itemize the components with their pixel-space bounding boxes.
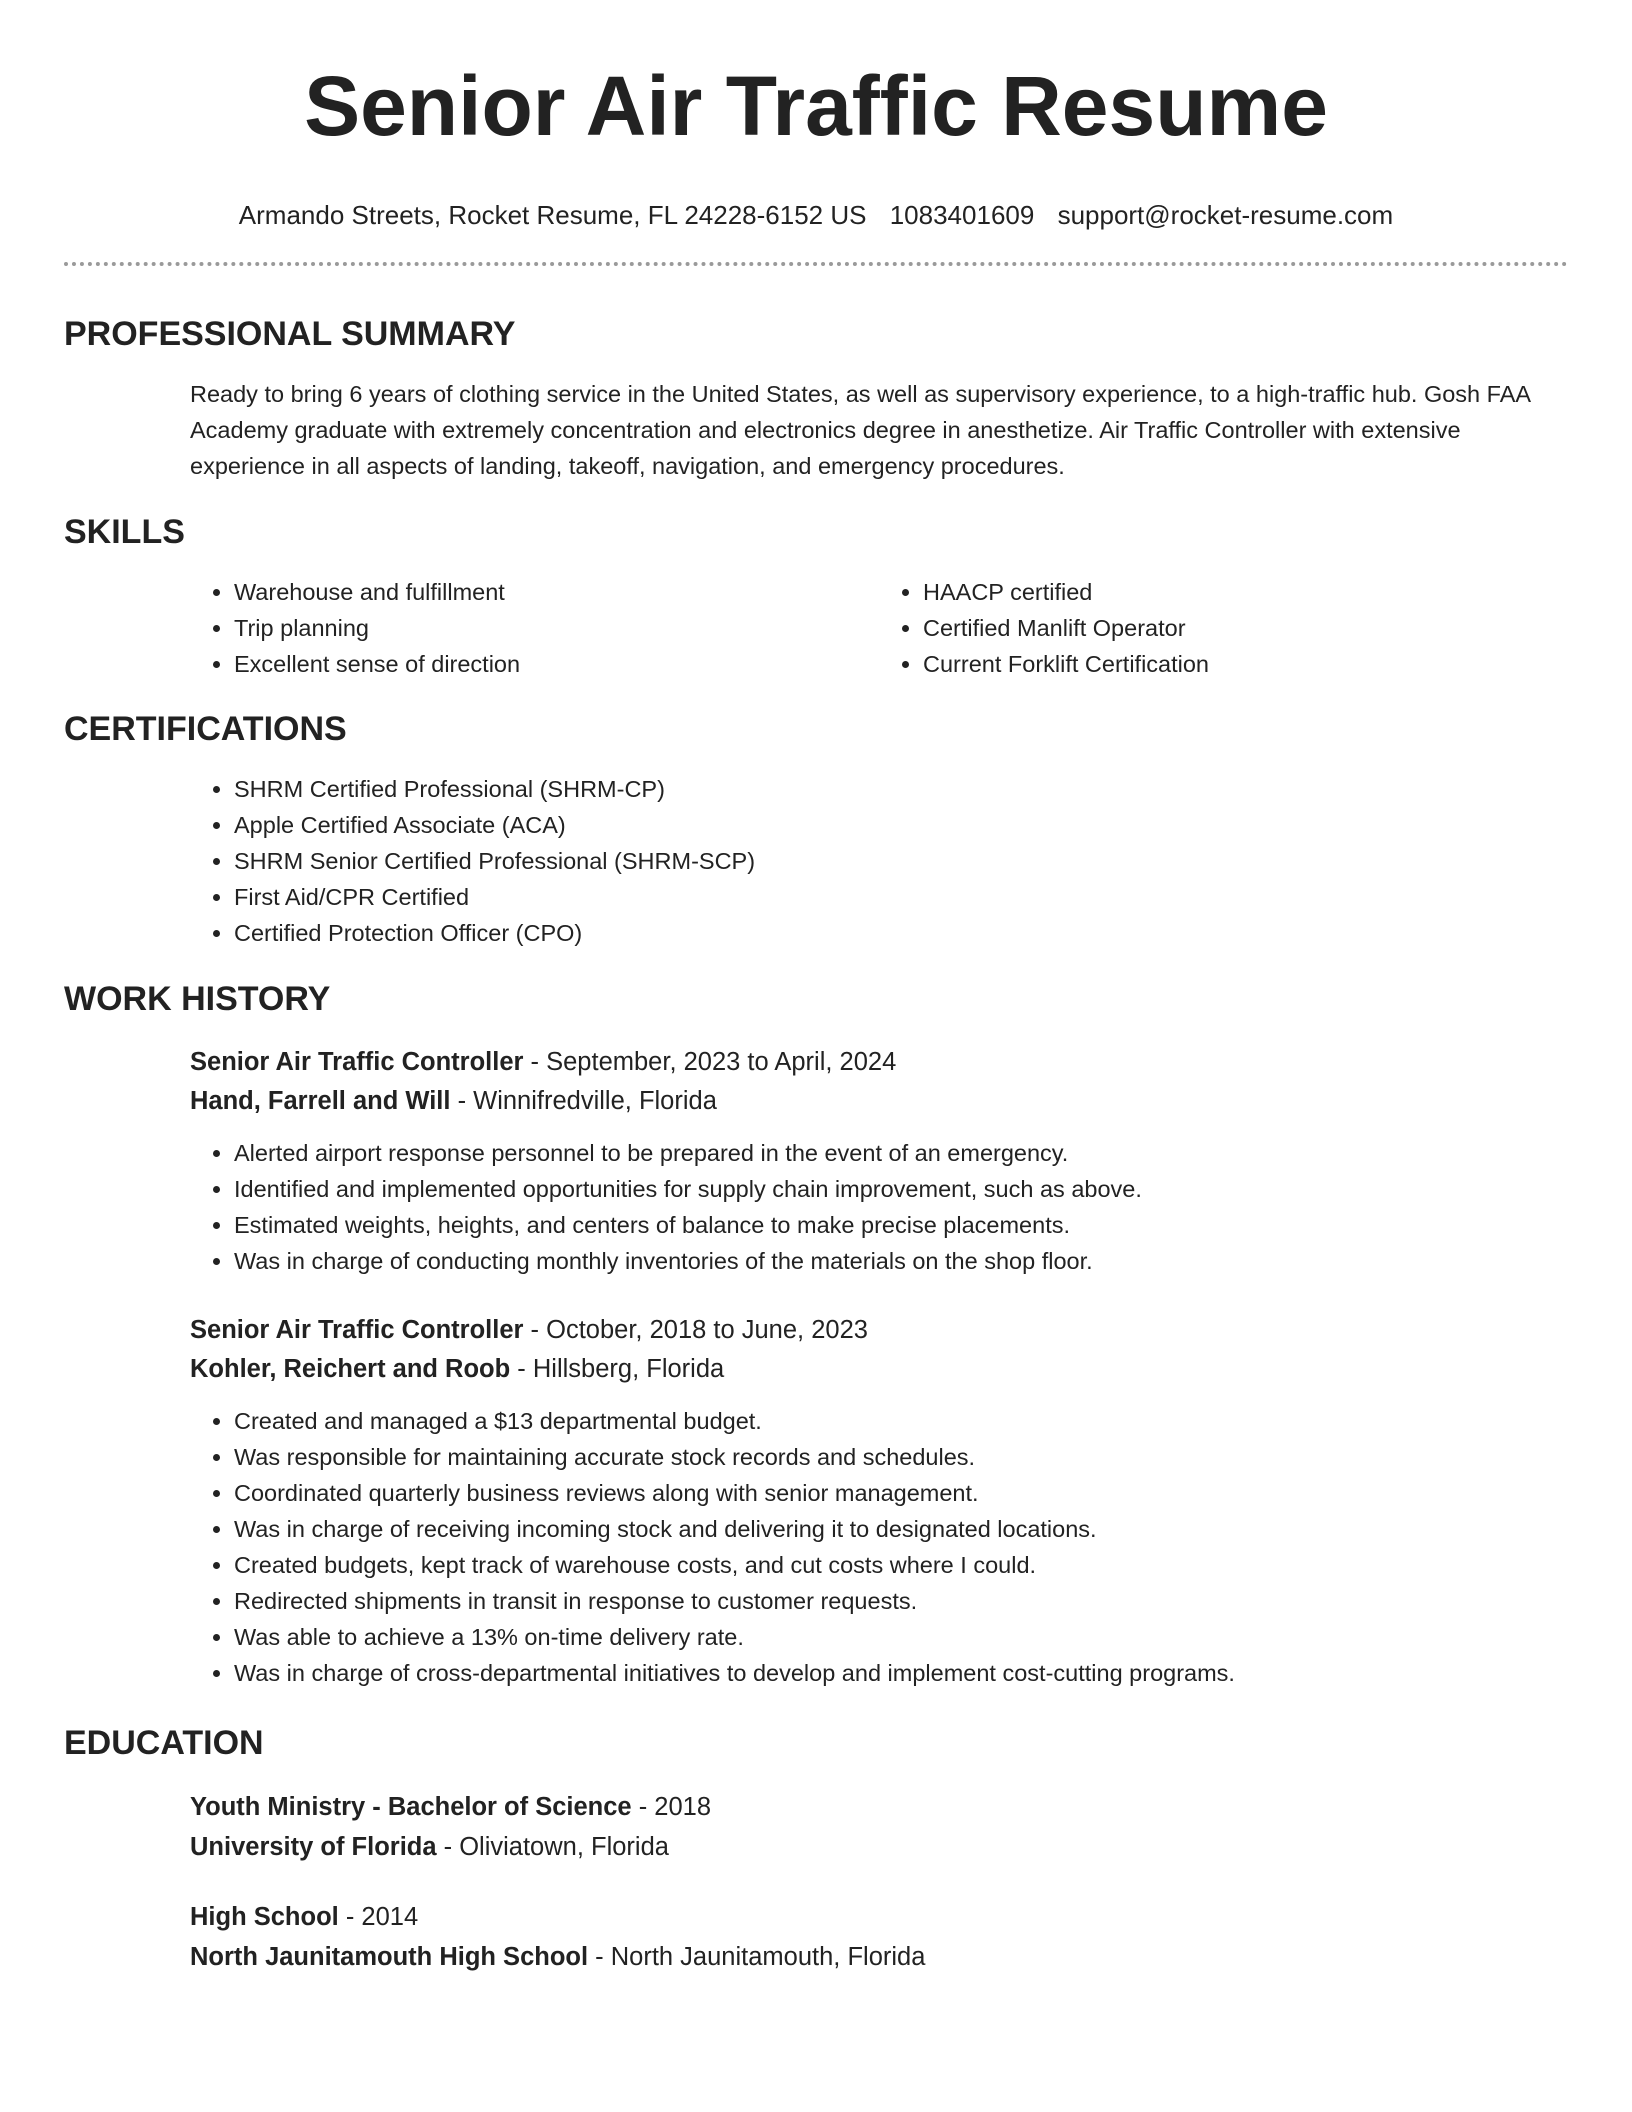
skill-item: • Trip planning xyxy=(234,610,879,646)
skills-columns xyxy=(190,574,1568,682)
work-history-body xyxy=(190,1043,1568,1691)
education-school: University of Florida xyxy=(190,1833,437,1861)
work-history-section xyxy=(64,979,1568,1691)
job-entry xyxy=(190,1311,1568,1691)
resume-page xyxy=(64,0,1568,1977)
header-divider xyxy=(64,262,1568,266)
section-heading: CERTIFICATIONS xyxy=(64,710,347,748)
skill-item: • Current Forklift Certification xyxy=(923,646,1568,682)
certification-item: • Certified Protection Officer (CPO) xyxy=(234,915,1568,951)
education-entry xyxy=(190,1787,1568,1867)
contact-phone: 1083401609 xyxy=(889,200,1035,230)
education-degree: Youth Ministry - Bachelor of Science xyxy=(190,1793,632,1821)
education-location: - Oliviatown, Florida xyxy=(436,1833,669,1861)
education-section xyxy=(64,1723,1568,1977)
skills-section xyxy=(64,512,1568,682)
job-duties-list xyxy=(190,1135,1568,1279)
job-duty-item: • Estimated weights, heights, and centers of balance to make precise placements. xyxy=(234,1207,1568,1243)
certification-item: • Apple Certified Associate (ACA) xyxy=(234,807,1568,843)
job-location: - Hillsberg, Florida xyxy=(510,1355,725,1383)
job-duty-item: • Created and managed a $13 departmental budget. xyxy=(234,1403,1568,1439)
education-degree-line xyxy=(190,1787,1568,1827)
job-title-line xyxy=(190,1043,1568,1082)
skill-item: • Warehouse and fulfillment xyxy=(234,574,879,610)
job-company-line xyxy=(190,1350,1568,1389)
education-location: - North Jaunitamouth, Florida xyxy=(588,1943,926,1971)
skill-item: • Excellent sense of direction xyxy=(234,646,879,682)
certifications-body xyxy=(190,771,1568,951)
skill-item: • HAACP certified xyxy=(923,574,1568,610)
job-company-line xyxy=(190,1082,1568,1121)
job-dates: - October, 2018 to June, 2023 xyxy=(523,1316,868,1344)
education-entry xyxy=(190,1897,1568,1977)
certification-item: • First Aid/CPR Certified xyxy=(234,879,1568,915)
job-duty-item: • Identified and implemented opportunities for supply chain improvement, such as above. xyxy=(234,1171,1568,1207)
contact-line xyxy=(64,198,1568,232)
job-title-line xyxy=(190,1311,1568,1350)
education-body xyxy=(190,1787,1568,1977)
section-heading: WORK HISTORY xyxy=(64,980,331,1018)
job-location: - Winnifredville, Florida xyxy=(450,1087,717,1115)
education-degree-line xyxy=(190,1897,1568,1937)
job-company: Hand, Farrell and Will xyxy=(190,1087,451,1115)
job-company: Kohler, Reichert and Roob xyxy=(190,1355,511,1383)
skill-item: • Certified Manlift Operator xyxy=(923,610,1568,646)
contact-address: Armando Streets, Rocket Resume, FL 24228-6152 US xyxy=(238,200,867,230)
job-duty-item: • Created budgets, kept track of warehouse costs, and cut costs where I could. xyxy=(234,1547,1568,1583)
education-year: - 2018 xyxy=(631,1793,711,1821)
certifications-list xyxy=(190,771,1568,951)
job-duty-item: • Was responsible for maintaining accurate stock records and schedules. xyxy=(234,1439,1568,1475)
education-year: - 2014 xyxy=(338,1903,419,1931)
resume-title: Senior Air Traffic Resume xyxy=(304,59,1328,153)
education-school-line xyxy=(190,1937,1568,1977)
job-title: Senior Air Traffic Controller xyxy=(190,1316,524,1344)
certification-item: • SHRM Certified Professional (SHRM-CP) xyxy=(234,771,1568,807)
section-heading: EDUCATION xyxy=(64,1724,264,1762)
job-duty-item: • Was in charge of cross-departmental initiatives to develop and implement cost-cutting programs. xyxy=(234,1655,1568,1691)
certifications-section xyxy=(64,709,1568,951)
job-dates: - September, 2023 to April, 2024 xyxy=(523,1048,897,1076)
job-duty-item: • Redirected shipments in transit in response to customer requests. xyxy=(234,1583,1568,1619)
job-duty-item: • Was in charge of conducting monthly inventories of the materials on the shop floor. xyxy=(234,1243,1568,1279)
summary-text: Ready to bring 6 years of clothing service in the United States, as well as supervisory experience, to a high-traffic hub. Gosh FAA Academy graduate with extremely concentration and electronics degree in anesthetize. Air Traffic Controller with extensive experience in all aspects of landing, takeoff, navigation, and emergency procedures. xyxy=(190,381,1530,479)
job-title: Senior Air Traffic Controller xyxy=(190,1048,524,1076)
job-duties-list xyxy=(190,1403,1568,1691)
education-school-line xyxy=(190,1827,1568,1867)
job-duty-item: • Coordinated quarterly business reviews along with senior management. xyxy=(234,1475,1568,1511)
education-degree: High School xyxy=(190,1903,339,1931)
certification-item: • SHRM Senior Certified Professional (SHRM-SCP) xyxy=(234,843,1568,879)
skills-list-left xyxy=(190,574,879,682)
contact-email[interactable]: support@rocket-resume.com xyxy=(1057,200,1394,230)
section-heading: PROFESSIONAL SUMMARY xyxy=(64,315,516,353)
education-school: North Jaunitamouth High School xyxy=(190,1943,589,1971)
job-duty-item: • Alerted airport response personnel to be prepared in the event of an emergency. xyxy=(234,1135,1568,1171)
job-duty-item: • Was in charge of receiving incoming stock and delivering it to designated locations. xyxy=(234,1511,1568,1547)
skills-list-right xyxy=(879,574,1568,682)
job-entry xyxy=(190,1043,1568,1279)
job-duty-item: • Was able to achieve a 13% on-time delivery rate. xyxy=(234,1619,1568,1655)
professional-summary-section xyxy=(64,314,1568,484)
section-heading: SKILLS xyxy=(64,513,185,551)
